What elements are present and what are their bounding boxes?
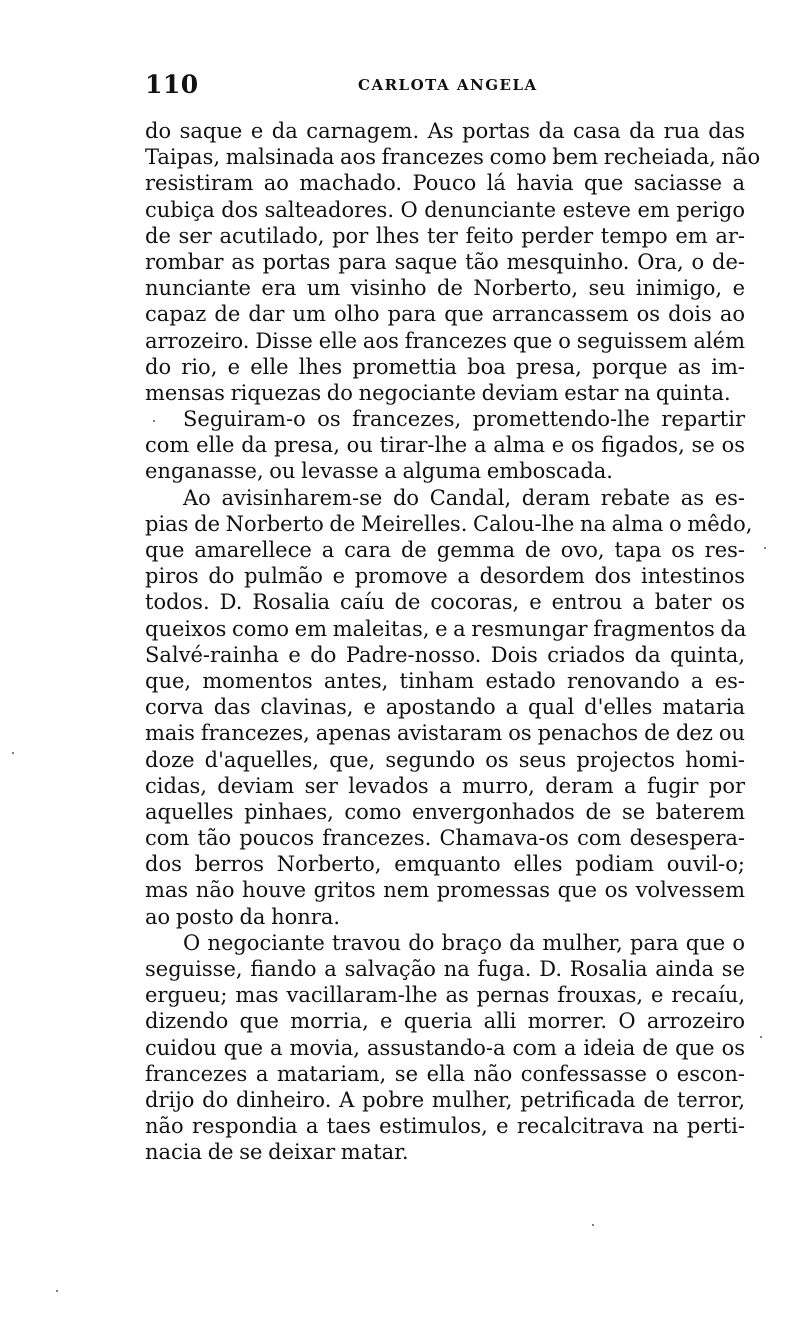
text-line: nacia de se deixar matar. bbox=[145, 1140, 409, 1165]
text-line: seguisse, fiando a salvação na fuga. D. Rosalia ainda se bbox=[145, 957, 745, 981]
text-line: rombar as portas para saque tão mesquinho. Ora, o de- bbox=[145, 249, 745, 274]
text-line: com tão poucos francezes. Chamava-os com desespera- bbox=[145, 826, 745, 851]
text-line: cuidou que a movia, assustando-a com a ideia de que os bbox=[145, 1035, 745, 1060]
text-line: corva das clavinas, e apostando a qual d'elles mataria bbox=[145, 695, 745, 720]
text-line: dos berros Norberto, emquanto elles podiam ouvil-o; bbox=[145, 852, 745, 877]
page-number: 110 bbox=[145, 70, 199, 99]
text-line: piros do pulmão e promove a desordem dos intestinos bbox=[145, 564, 745, 589]
text-line: Seguiram-o os francezes, promettendo-lhe repartir bbox=[183, 407, 745, 432]
text-line: francezes a matariam, se ella não confessasse o escon- bbox=[145, 1061, 745, 1086]
scan-speck bbox=[592, 1224, 594, 1226]
text-line: resistiram ao machado. Pouco lá havia que saciasse a bbox=[145, 171, 745, 196]
text-line: do rio, e elle lhes promettia boa presa, porque as im- bbox=[145, 354, 745, 379]
text-line: doze d'aquelles, que, segundo os seus projectos homi- bbox=[145, 747, 745, 772]
text-line: O negociante travou do braço da mulher, para que o bbox=[183, 930, 745, 955]
text-line: mas não houve gritos nem promessas que os volvessem bbox=[145, 878, 745, 903]
text-line: ergueu; mas vacillaram-lhe as pernas frouxas, e recaíu, bbox=[145, 983, 745, 1008]
text-line: não respondia a taes estimulos, e recalcitrava na perti- bbox=[145, 1114, 745, 1139]
scan-speck bbox=[153, 420, 155, 422]
text-line: cidas, deviam ser levados a murro, deram a fugir por bbox=[145, 773, 745, 798]
text-line: ao posto da honra. bbox=[145, 904, 341, 929]
text-line: arrozeiro. Disse elle aos francezes que o seguissem além bbox=[145, 328, 745, 353]
scan-speck bbox=[12, 752, 14, 754]
text-line: cubiça dos salteadores. O denunciante esteve em perigo bbox=[145, 197, 745, 222]
text-line: Salvé-rainha e do Padre-nosso. Dois criados da quinta, bbox=[145, 642, 745, 667]
text-line: pias de Norberto de Meirelles. Calou-lhe na alma o mêdo, bbox=[145, 511, 753, 536]
text-line: queixos como em maleitas, e a resmungar fragmentos da bbox=[145, 616, 747, 641]
text-line: Ao avisinharem-se do Candal, deram rebate as es- bbox=[183, 485, 745, 510]
text-line: drijo do dinheiro. A pobre mulher, petrificada de terror, bbox=[145, 1087, 745, 1112]
text-line: nunciante era um visinho de Norberto, seu inimigo, e bbox=[145, 276, 745, 301]
text-line: que amarellece a cara de gemma de ovo, tapa os res- bbox=[145, 538, 745, 562]
text-line: do saque e da carnagem. As portas da casa da rua das bbox=[145, 119, 745, 143]
text-line: capaz de dar um olho para que arrancassem os dois ao bbox=[145, 302, 745, 327]
text-line: de ser acutilado, por lhes ter feito perder tempo em ar- bbox=[145, 223, 745, 248]
text-line: enganasse, ou levasse a alguma emboscada. bbox=[145, 459, 613, 484]
body-text bbox=[145, 118, 761, 1166]
scan-speck bbox=[760, 1036, 762, 1038]
text-line: aquelles pinhaes, como envergonhados de se baterem bbox=[145, 799, 745, 824]
text-line: mensas riquezas do negociante deviam estar na quinta. bbox=[145, 380, 731, 405]
text-line: com elle da presa, ou tirar-lhe a alma e os figados, se os bbox=[145, 433, 745, 458]
text-line: dizendo que morria, e queria alli morrer. O arrozeiro bbox=[145, 1009, 745, 1034]
text-line: todos. D. Rosalia caíu de cocoras, e entrou a bater os bbox=[145, 590, 745, 615]
text-line: que, momentos antes, tinham estado renovando a es- bbox=[145, 668, 745, 693]
running-title: CARLOTA ANGELA bbox=[358, 76, 538, 94]
scan-speck bbox=[764, 547, 766, 549]
text-line: mais francezes, apenas avistaram os penachos de dez ou bbox=[145, 721, 745, 746]
text-line: Taipas, malsinada aos francezes como bem recheiada, não bbox=[145, 145, 761, 170]
scan-speck bbox=[56, 1290, 58, 1292]
